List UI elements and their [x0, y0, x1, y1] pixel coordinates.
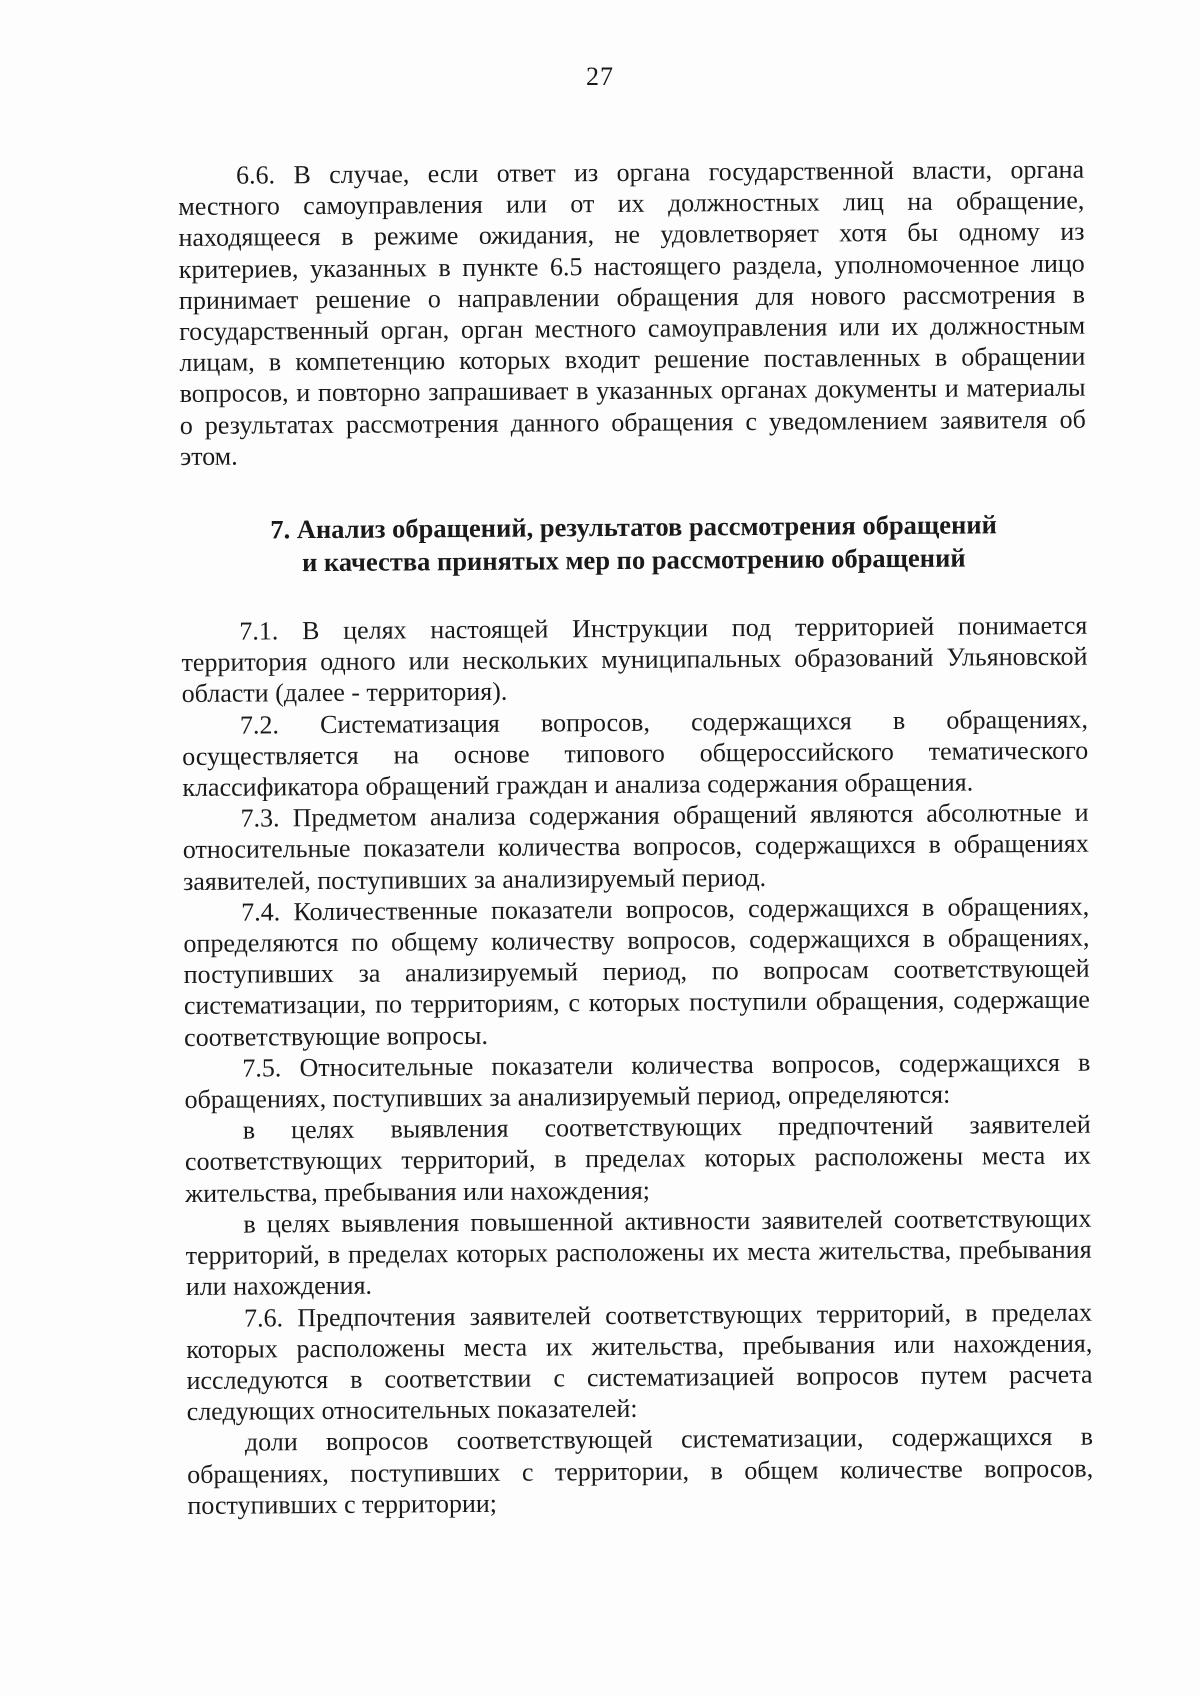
paragraph-7-3: 7.3. Предметом анализа содержания обращений являются абсолютные и относительные показатели количества вопросов, содержащихся в обращениях заявителей, поступивших за анализируемый период. — [182, 797, 1089, 896]
paragraph-7-4: 7.4. Количественные показатели вопросов, содержащихся в обращениях, определяются по общему количеству вопросов, содержащихся в обращениях, поступивших за анализируемый период, по вопросам соответствующей систематизации, по территориям, с которых поступили обращения, содержащие соответствующие вопросы. — [183, 891, 1090, 1052]
section-heading-7 — [180, 508, 1086, 580]
paragraph-7-6-item-1: доли вопросов соответствующей систематизации, содержащихся в обращениях, поступивших с территории, в общем количестве вопросов, поступивших с территории; — [187, 1421, 1094, 1520]
paragraph-7-5-item-1: в целях выявления соответствующих предпочтений заявителей соответствующих территорий, в пределах которых расположены места их жительства, пребывания или нахождения; — [184, 1109, 1092, 1208]
paragraph-7-5: 7.5. Относительные показатели количества вопросов, содержащихся в обращениях, поступивших за анализируемый период, определяются: — [184, 1047, 1091, 1115]
page-number: 27 — [586, 62, 614, 91]
paragraph-7-6: 7.6. Предпочтения заявителей соответствующих территорий, в пределах которых расположены места их жительства, пребывания или нахождения, исследуются в соответствии с систематизацией вопросов путем расчета следующих относительных показателей: — [186, 1297, 1093, 1427]
paragraph-7-1: 7.1. В целях настоящей Инструкции под территорией понимается территория одного или нескольких муниципальных образований Ульяновской области (далее - территория). — [181, 610, 1088, 709]
paragraph-7-2: 7.2. Систематизация вопросов, содержащихся в обращениях, осуществляется на основе типового общероссийского тематического классификатора обращений граждан и анализа содержания обращения. — [182, 704, 1089, 803]
section-heading-line-2: и качества принятых мер по рассмотрению обращений — [301, 542, 966, 578]
document-body — [178, 154, 1093, 1521]
section-heading-line-1: 7. Анализ обращений, результатов рассмотрения обращений — [270, 509, 997, 545]
paragraph-6-6: 6.6. В случае, если ответ из органа государственной власти, органа местного самоуправления или от их должностных лиц на обращение, находящееся в режиме ожидания, не удовлетворяет хотя бы одному из критериев, указанных в пункте 6.5 настоящего раздела, уполномоченное лицо принимает решение о направлении обращения для нового рассмотрения в государственный орган, орган местного самоуправления или их должностным лицам, в компетенцию которых входит решение поставленных в обращении вопросов, и повторно запрашивает в указанных органах документы и материалы о результатах рассмотрения данного обращения с уведомлением заявителя об этом. — [178, 154, 1086, 471]
paragraph-7-5-item-2: в целях выявления повышенной активности заявителей соответствующих территорий, в пределах которых расположены их места жительства, пребывания или нахождения. — [185, 1203, 1092, 1302]
